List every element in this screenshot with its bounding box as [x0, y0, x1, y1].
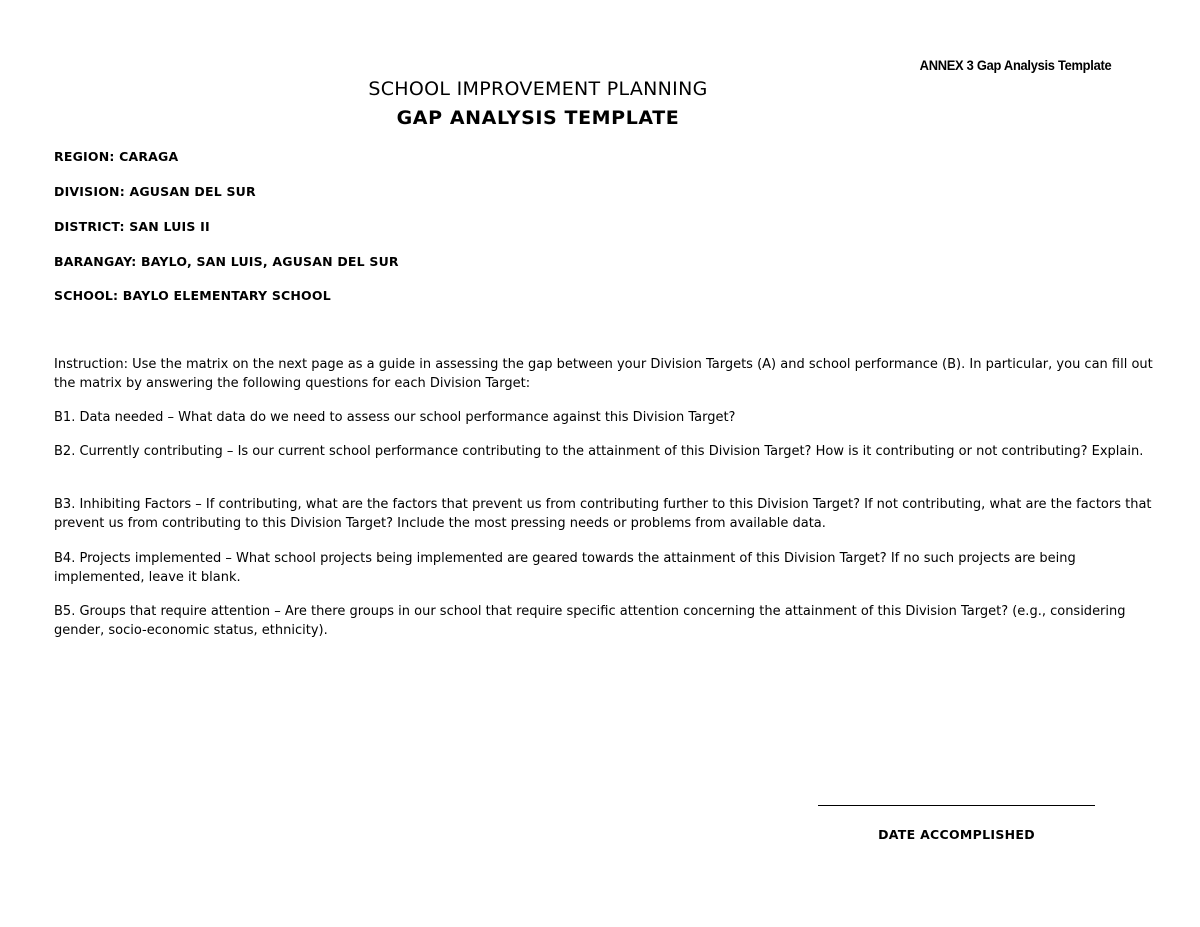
instruction-intro: Instruction: Use the matrix on the next page as a guide in assessing the gap between your Division Targets (A) and school performance (B). In particular, you can fill out the matrix by answering the following questions for each Division Target:	[54, 357, 1153, 391]
instruction-b3: B3. Inhibiting Factors – If contributing, what are the factors that prevent us from contributing further to this Division Target? If not contributing, what are the factors that prevent us from contributing to this Division Target? Include the most pressing needs or problems from available data.	[54, 497, 1152, 531]
instruction-b1: B1. Data needed – What data do we need to assess our school performance against this Division Target?	[54, 410, 736, 425]
barangay-field: BARANGAY: BAYLO, SAN LUIS, AGUSAN DEL SUR	[54, 254, 399, 269]
date-accomplished-label: DATE ACCOMPLISHED	[878, 827, 1035, 842]
school-field: SCHOOL: BAYLO ELEMENTARY SCHOOL	[54, 288, 331, 303]
signature-line	[818, 805, 1095, 806]
region-field: REGION: CARAGA	[54, 149, 179, 164]
division-field: DIVISION: AGUSAN DEL SUR	[54, 184, 256, 199]
district-field: DISTRICT: SAN LUIS II	[54, 219, 210, 234]
instruction-b2: B2. Currently contributing – Is our current school performance contributing to the attainment of this Division Target? How is it contributing or not contributing? Explain.	[54, 444, 1144, 459]
instruction-b5: B5. Groups that require attention – Are there groups in our school that require specific attention concerning the attainment of this Division Target? (e.g., considering gender, socio-economic status, ethnicity).	[54, 604, 1126, 638]
document-subtitle: GAP ANALYSIS TEMPLATE	[396, 107, 680, 129]
document-title: SCHOOL IMPROVEMENT PLANNING	[368, 78, 708, 100]
instruction-b4: B4. Projects implemented – What school projects being implemented are geared towards the attainment of this Division Target? If no such projects are being implemented, leave it blank.	[54, 551, 1076, 585]
annex-label: ANNEX 3 Gap Analysis Template	[919, 57, 1111, 73]
